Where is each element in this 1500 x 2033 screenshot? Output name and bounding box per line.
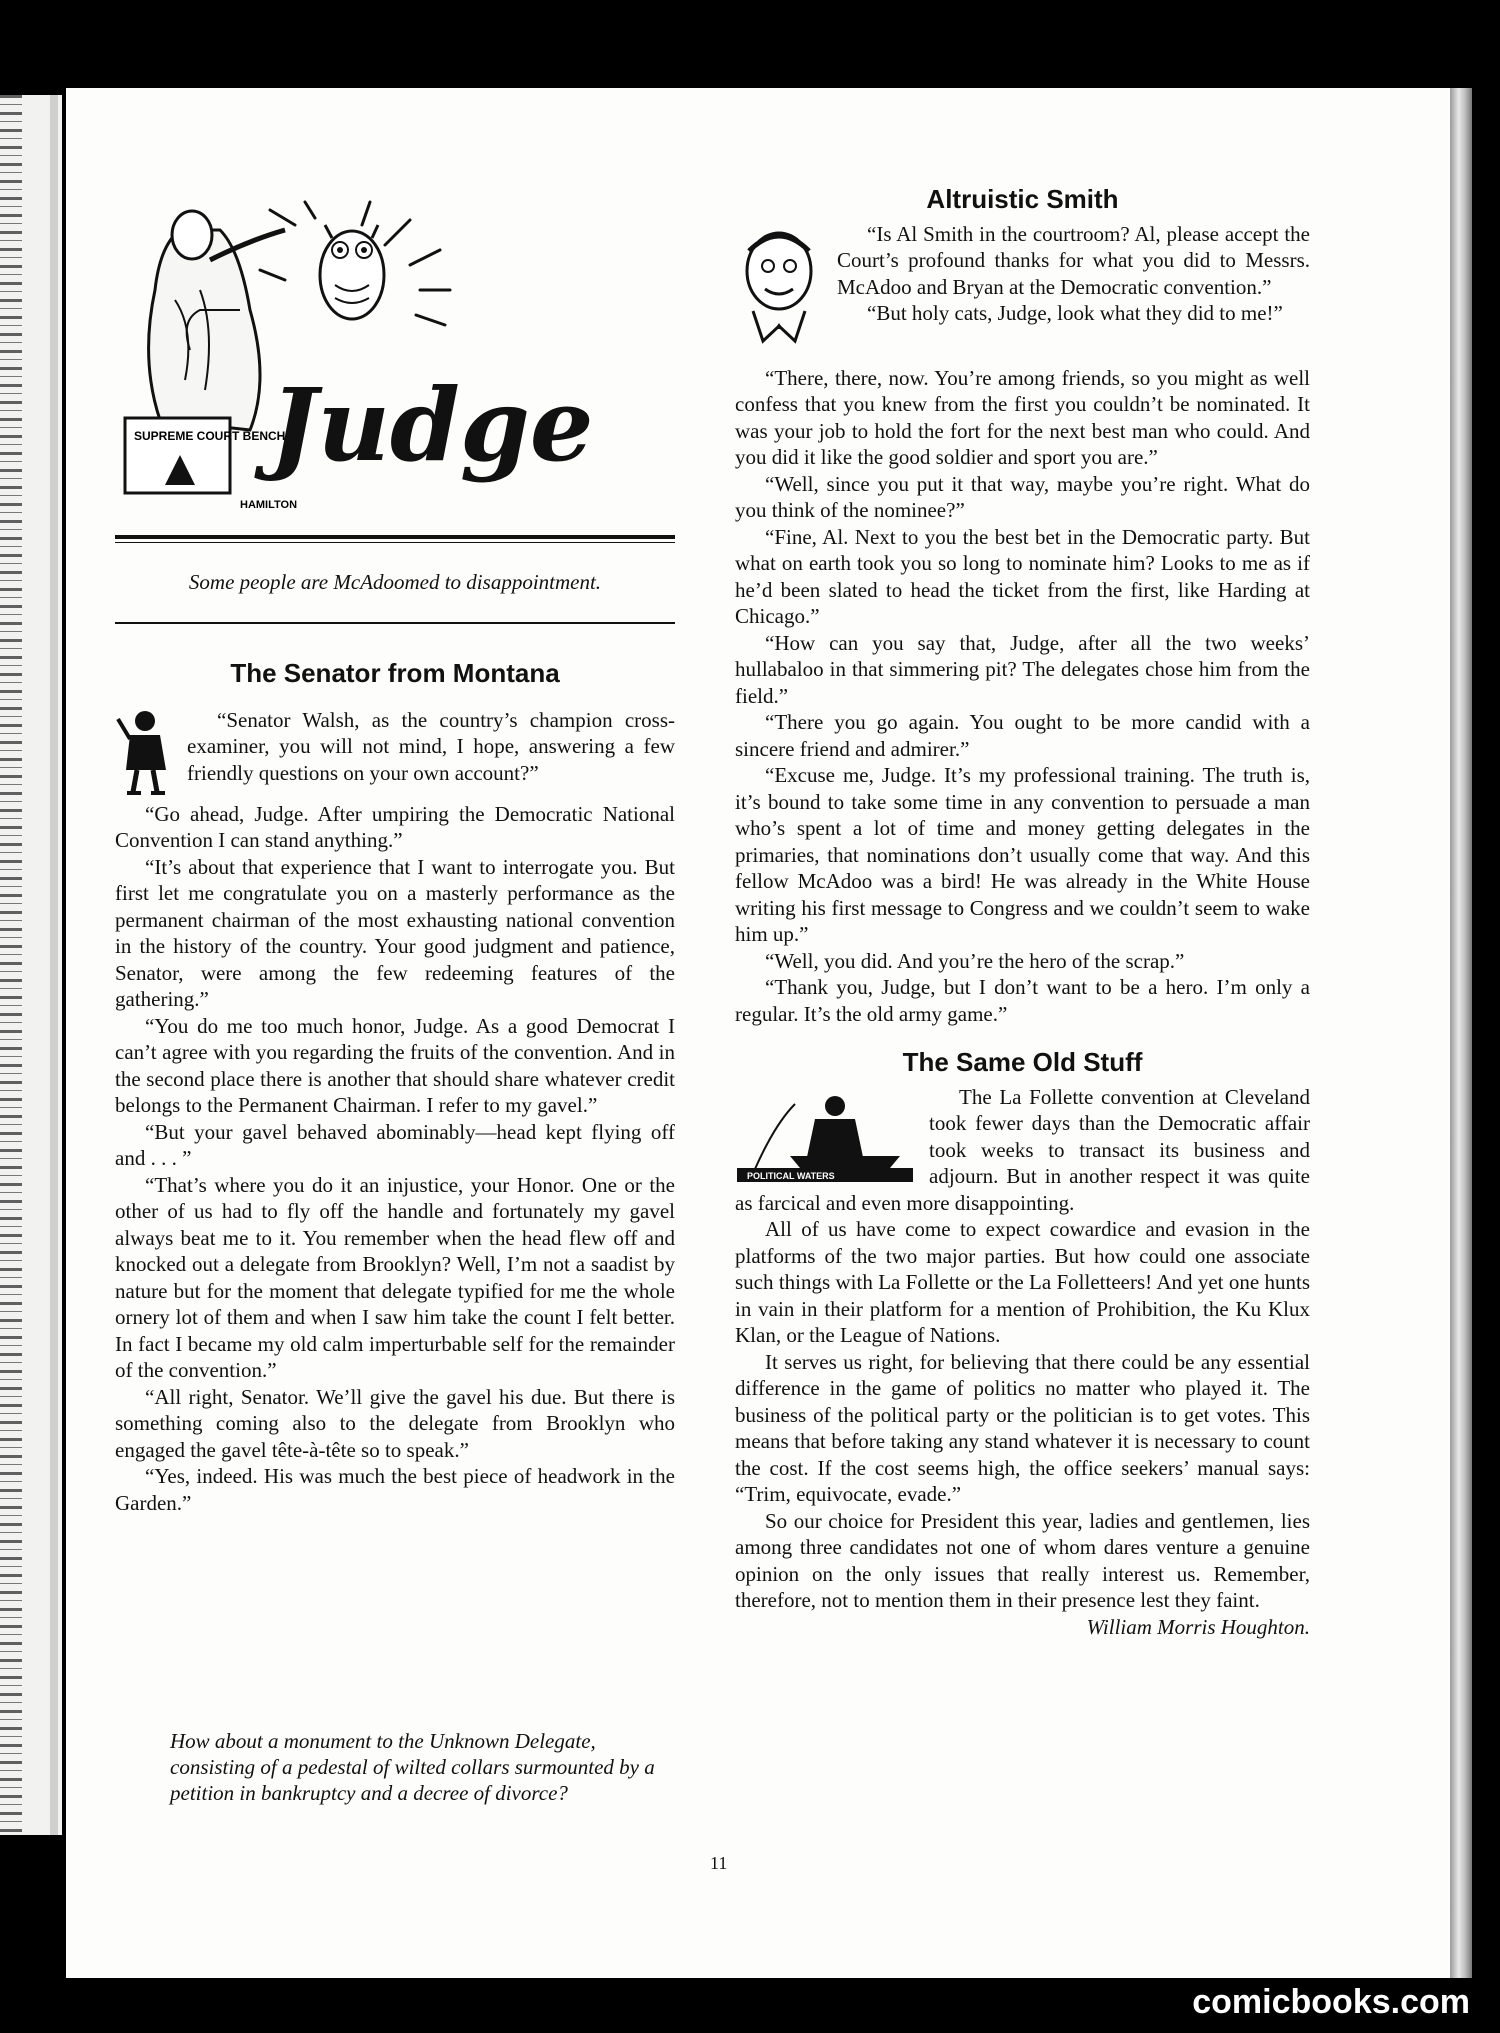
political-waters-cartoon bbox=[735, 1084, 915, 1184]
left-page-text-bleed bbox=[0, 95, 22, 1835]
smith-paragraph: “Excuse me, Judge. It’s my professional training. The truth is, it’s bound to take some time in any convention to persuade a man who’s spent a lot of time and money getting delegates in the primaries, that nominations don’t usually come that way. And this fellow McAdoo was a bird! He was already in the White House writing his first message to Congress and we couldn’t seem to wake him up.” bbox=[735, 763, 1310, 946]
gutter-shadow bbox=[50, 95, 58, 1835]
senator-article bbox=[115, 660, 675, 1516]
senator-paragraph: “Senator Walsh, as the country’s champion cross-examiner, you will not mind, I hope, answering a few friendly questions on your own account?” bbox=[187, 707, 675, 785]
senator-paragraph: “That’s where you do it an injustice, your Honor. One or the other of us had to fly off the handle and fortunately my gavel always beat me to it. You remember when the head flew off and knocked out a delegate from Brooklyn? Well, I’m not a saadist by nature but for the moment that delegate typified for me the whole ornery lot of them and when I saw him take the count I felt better. In fact I became my old calm imperturbable self for the remainder of the convention.” bbox=[115, 1172, 675, 1382]
supreme-court-bench bbox=[125, 418, 285, 493]
watermark: comicbooks.com bbox=[1192, 1983, 1470, 2021]
stuff-paragraph: So our choice for President this year, ladies and gentlemen, lies among three candidates not one of whom dares venture a genuine opinion on the only issues that really interest us. Remember, therefore, not to mention them in their presence lest they faint. bbox=[735, 1508, 1310, 1612]
page-edge-right bbox=[1450, 88, 1472, 1978]
smith-paragraph: “Thank you, Judge, but I don’t want to be a hero. I’m only a regular. It’s the old army game.” bbox=[735, 975, 1310, 1026]
author-signature: William Morris Houghton. bbox=[1086, 1614, 1310, 1639]
caption-rule bbox=[115, 622, 675, 624]
boat-icon bbox=[790, 1156, 900, 1168]
smith-paragraph: “But holy cats, Judge, look what they did to me!” bbox=[867, 301, 1283, 325]
senator-paragraph: “Go ahead, Judge. After umpiring the Democratic National Convention I can stand anything.” bbox=[115, 801, 675, 852]
smith-paragraph: “How can you say that, Judge, after all the two weeks’ hullabaloo in that simmering pit? The delegates chose him from the field.” bbox=[735, 630, 1310, 708]
fishing-rod-icon bbox=[755, 1104, 795, 1169]
judge-masthead-illustration bbox=[120, 190, 594, 520]
stuff-title: The Same Old Stuff bbox=[902, 1047, 1143, 1077]
owl-icon bbox=[320, 225, 384, 319]
smith-paragraph: “Well, you did. And you’re the hero of the scrap.” bbox=[765, 948, 1185, 973]
senator-paragraph: “But your gavel behaved abominably—head kept flying off and . . . ” bbox=[115, 1119, 675, 1170]
closing-note: How about a monument to the Unknown Delegate, consisting of a pedestal of wilted collars surmounted by a petition in bankruptcy and a decree of divorce? bbox=[170, 1729, 655, 1805]
smith-title: Altruistic Smith bbox=[926, 184, 1119, 214]
senator-paragraph: “All right, Senator. We’ll give the gavel his due. But there is something coming also to the delegate from Brooklyn who engaged the gavel tête-à-tête so to speak.” bbox=[115, 1384, 675, 1462]
senator-title: The Senator from Montana bbox=[230, 658, 560, 688]
smith-paragraph: “There you go again. You ought to be more candid with a sincere friend and admirer.” bbox=[735, 710, 1310, 761]
smith-paragraph: “Fine, Al. Next to you the best bet in the Democratic party. But what on earth took you so long to nominate him? Looks to me as if he’d been slated to head the ticket from the first, like Harding at Chicago.” bbox=[735, 524, 1310, 628]
bench-label: SUPREME COURT BENCH bbox=[134, 429, 286, 443]
stuff-paragraph: The La Follette convention at Cleveland took fewer days than the Democratic affair took weeks to transact its business and adjourn. But in another respect it was quite as farcical and even more disappointing. bbox=[735, 1084, 1310, 1215]
senator-cartoon-icon bbox=[115, 707, 173, 797]
artist-signature: HAMILTON bbox=[240, 499, 298, 511]
judge-figure-icon bbox=[149, 211, 285, 430]
judge-logo: Judge bbox=[270, 366, 594, 484]
cartoon-label: POLITICAL WATERS bbox=[747, 1170, 835, 1181]
left-page-edge bbox=[0, 95, 62, 1835]
masthead-caption: Some people are McAdoomed to disappointment. bbox=[188, 570, 602, 594]
stuff-paragraph: All of us have come to expect cowardice and evasion in the platforms of the two major parties. But how could one associate such things with La Follette or the La Folletteers! And yet one hunts in vain in their platform for a mention of Prohibition, the Ku Klux Klan, or the League of Nations. bbox=[735, 1217, 1310, 1347]
smith-paragraph: “Well, since you put it that way, maybe you’re right. What do you think of the nominee?” bbox=[735, 471, 1310, 522]
smith-article bbox=[735, 186, 1310, 1640]
page-number: 11 bbox=[710, 1853, 728, 1873]
senator-paragraph: “It’s about that experience that I want to interrogate you. But first let me congratulate you on a masterly performance as the permanent chairman of the most exhausting national convention in the history of the country. Your good judgment and patience, Senator, were among the few redeeming features of the gathering.” bbox=[115, 854, 675, 1011]
smith-paragraph: “There, there, now. You’re among friends, so you might as well confess that you knew from the first you couldn’t be nominated. It was your job to hold the fort for the next best man who could. And you did it like the good soldier and sport you are.” bbox=[735, 365, 1310, 469]
masthead-rule-thin bbox=[115, 542, 675, 543]
smith-paragraph: “Is Al Smith in the courtroom? Al, please accept the Court’s profound thanks for what you did to Messrs. McAdoo and Bryan at the Democratic convention.” bbox=[837, 221, 1310, 299]
senator-paragraph: “Yes, indeed. His was much the best piece of headwork in the Garden.” bbox=[115, 1464, 675, 1515]
stuff-paragraph: It serves us right, for believing that there could be any essential difference in the game of politics no matter who played it. The business of the political party or the politician is to get votes. This means that before taking any stand whatever it is necessary to count the cost. If the cost seems high, the office seekers’ manual says: “Trim, equivocate, evade.” bbox=[735, 1349, 1310, 1506]
masthead-rule bbox=[115, 535, 675, 539]
al-smith-portrait-icon bbox=[735, 221, 823, 361]
senator-paragraph: “You do me too much honor, Judge. As a good Democrat I can’t agree with you regarding the fruits of the convention. And in the second place there is another that should share whatever credit belongs to the Permanent Chairman. I refer to my gavel.” bbox=[115, 1013, 675, 1117]
